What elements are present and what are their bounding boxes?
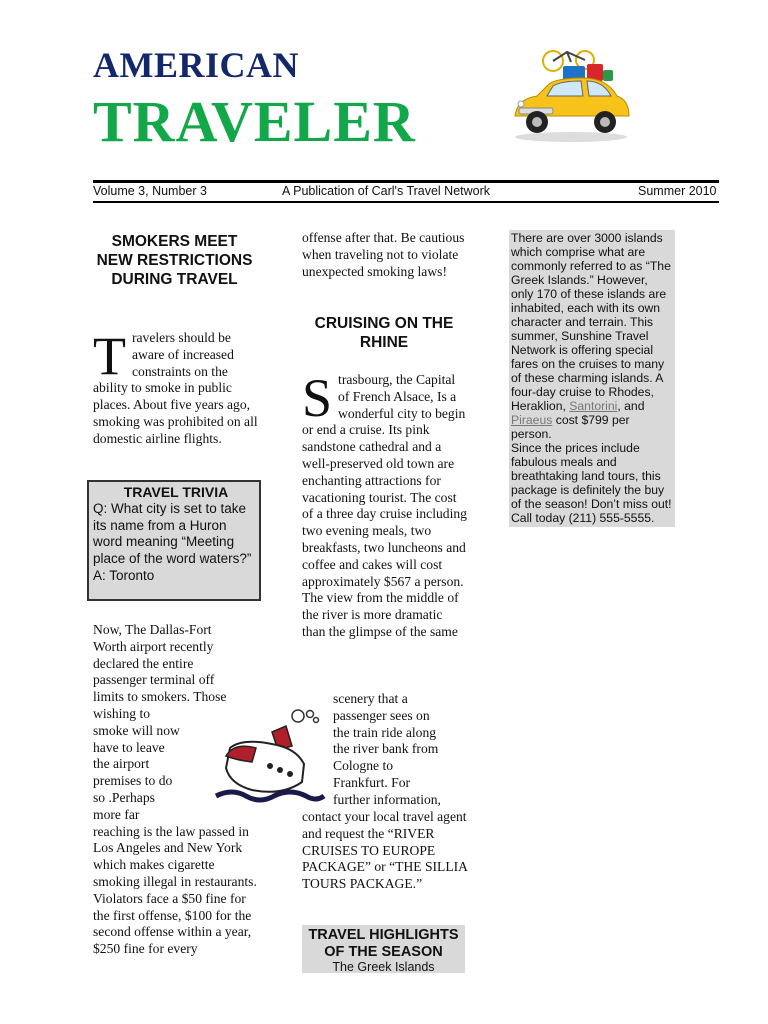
article2-indented-line: further information, [333, 791, 441, 807]
trivia-box [87, 480, 261, 601]
article1-para2-line: wishing to [93, 705, 151, 721]
article2-bottom: contact your local travel agent and request the “RIVER CRUISES TO EUROPE PACKAGE” or “THE SILLIA TOURS PACKAGE.” [302, 809, 468, 892]
article2-indented-line: scenery that a [333, 691, 408, 706]
greek-islands-sidebar [509, 230, 675, 527]
article1-para2-line: the airport [93, 756, 150, 772]
article2-indented-line: the river bank from [333, 741, 439, 757]
article1-para2-line: passenger terminal off [93, 672, 215, 688]
sidebar-text1: There are over 3000 islands which comprise what are commonly referred to as “The Greek Islands.” However, only 170 of these islands are inhabited, each with its own character and terrain. This summer, Sunshine Travel Network is offering special fares on the cruises to many of these charming islands. A four-day cruise to Rhodes, Heraklion, [511, 231, 671, 413]
article2-headline: CRUISING ON THE RHINE [314, 315, 454, 351]
season-label: Summer 2010 [638, 184, 717, 198]
highlights-title: TRAVEL HIGHLIGHTS OF THE SEASON [308, 927, 459, 960]
masthead-line2: TRAVELER [93, 89, 416, 154]
article1-para2-rest: reaching is the law passed in Los Angeles and New York which makes cigarette smoking illegal in restaurants. Violators face a $50 fine for the first offense, $100 for the second offense within a year, $250 fine for every [93, 823, 257, 957]
article1-para2-line: more far [93, 806, 140, 822]
sidebar-text3: Since the prices include fabulous meals and breathtaking land tours, this package is definitely the buy of the season! Don’t miss out! Call today (211) 555-5555. [511, 441, 672, 525]
volume-label: Volume 3, Number 3 [93, 184, 207, 198]
article1-para2-line: limits to smokers. Those [93, 689, 227, 705]
yellow-car-with-luggage-icon [505, 44, 635, 144]
article1-para2-line: Worth airport recently [93, 638, 214, 654]
article2-dropcap: S [302, 368, 333, 428]
piraeus-link[interactable]: Piraeus [511, 413, 553, 427]
highlights-box [302, 925, 465, 973]
top-rule [93, 180, 719, 183]
cartoon-ship-icon [212, 704, 332, 808]
article1-intro [93, 326, 259, 448]
article1-para2-line: Now, The Dallas-Fort [93, 622, 212, 637]
article2-indented-line: Cologne to [333, 758, 394, 774]
sidebar-text2: cost $799 per person. [511, 413, 630, 441]
masthead-line1: AMERICAN [93, 45, 299, 85]
article1-para2-line: smoke will now [93, 722, 180, 738]
article2-top [302, 368, 468, 641]
santorini-link[interactable]: Santorini [569, 399, 618, 413]
article1-continued: offense after that. Be cautious when traveling not to violate unexpected smoking laws! [302, 230, 465, 279]
article2-indented [333, 691, 473, 809]
article2-indented-line: the train ride along [333, 724, 437, 740]
highlights-subtitle: The Greek Islands [332, 960, 435, 974]
article1-para2-line: have to leave [93, 739, 165, 755]
article1-intro-text: ravelers should be aware of increased constraints on the ability to smoke in public places. About five years ago, smoking was prohibited on all domestic airline flights. [93, 330, 258, 446]
article1-dropcap: T [93, 326, 126, 386]
article1-para2-line: premises to do [93, 773, 173, 789]
article1-para2-line: declared the entire [93, 655, 194, 671]
trivia-title: TRAVEL TRIVIA [123, 484, 229, 500]
trivia-answer: A: Toronto [93, 567, 155, 583]
sidebar-and: , and [617, 399, 645, 413]
article1-para2-line: so .Perhaps [93, 789, 155, 805]
bottom-rule [93, 201, 719, 203]
article2-indented-line: passenger sees on [333, 707, 430, 723]
article2-indented-line: Frankfurt. For [333, 774, 411, 790]
publication-label: A Publication of Carl's Travel Network [282, 184, 491, 198]
article1-headline: SMOKERS MEET NEW RESTRICTIONS DURING TRAVEL [96, 233, 253, 288]
article2-top-text: trasbourg, the Capital of French Alsace, Is a wonderful city to begin or end a cruise. Its pink sandstone cathedral and a well-preserved old town are enchanting attractions for vacationing tourist. The cost of a three day cruise including two evening meals, two breakfasts, two luncheons and coffee and cakes will cost approximately $567 a person. The view from the middle of the river is more dramatic than the glimpse of the same [302, 372, 467, 639]
trivia-question: Q: What city is set to take its name from a Huron word meaning “Meeting place of the word waters?” [93, 500, 252, 567]
